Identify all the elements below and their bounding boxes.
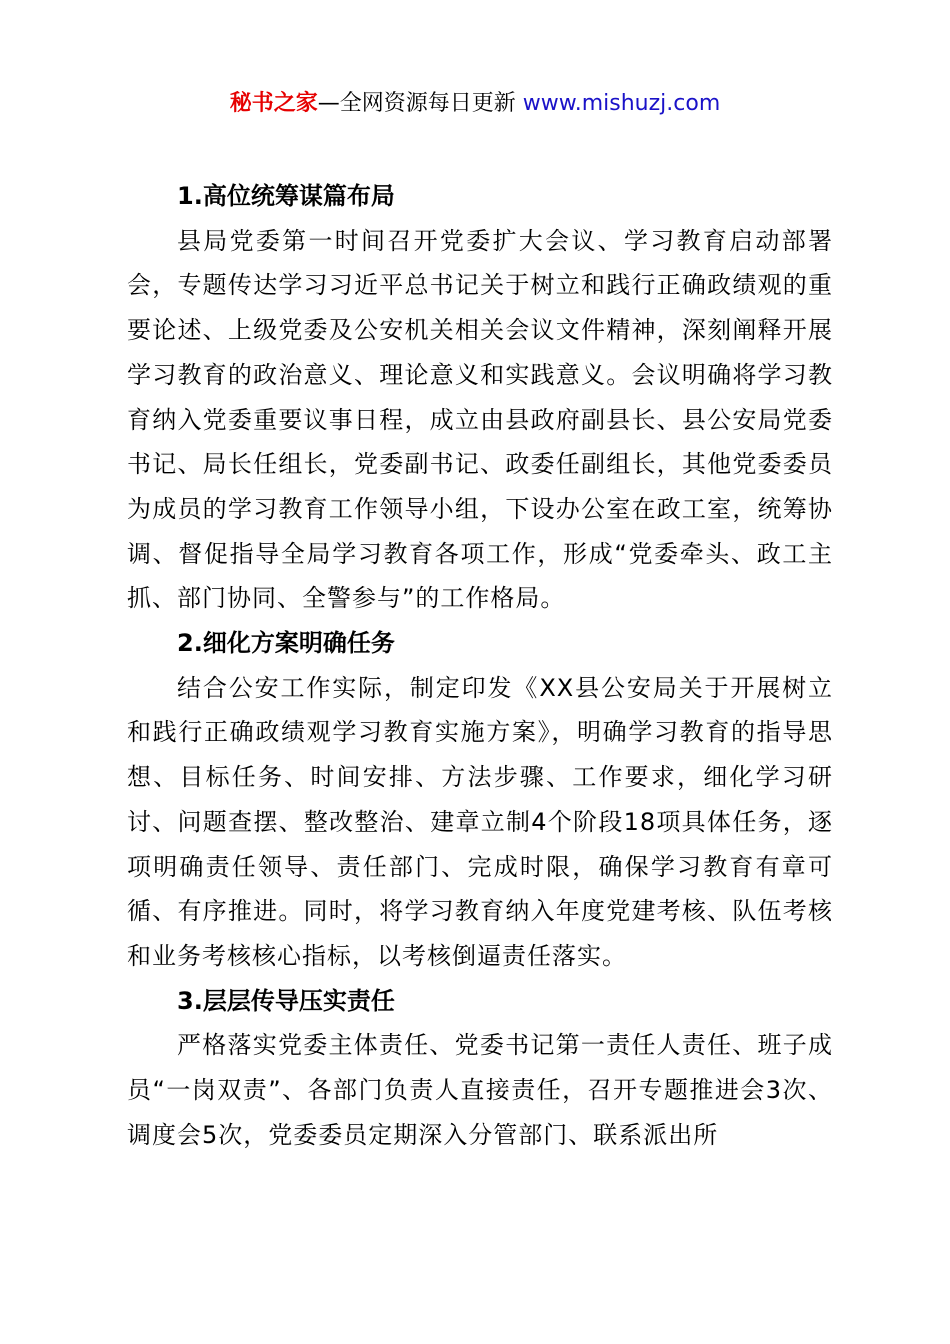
document-body: [127, 174, 833, 1157]
header-slogan: —全网资源每日更新: [317, 91, 516, 116]
section-paragraph-1: 县局党委第一时间召开党委扩大会议、学习教育启动部署会，专题传达学习习近平总书记关于树立和践行正确政绩观的重要论述、上级党委及公安机关相关会议文件精神，深刻阐释开展学习教育的政治意义、理论意义和实践意义。会议明确将学习教育纳入党委重要议事日程，成立由县政府副县长、县公安局党委书记、局长任组长，党委副书记、政委任副组长，其他党委委员为成员的学习教育工作领导小组，下设办公室在政工室，统筹协调、督促指导全局学习教育各项工作，形成“党委牵头、政工主抓、部门协同、全警参与”的工作格局。: [127, 226, 833, 613]
section-heading-2: 2.细化方案明确任务: [177, 629, 395, 658]
section-heading-3: 3.层层传导压实责任: [177, 986, 395, 1015]
site-url-link[interactable]: www.mishuzj.com: [522, 91, 721, 116]
section-paragraph-2: 结合公安工作实际，制定印发《XX县公安局关于开展树立和践行正确政绩观学习教育实施方案》，明确学习教育的指导思想、目标任务、时间安排、方法步骤、工作要求，细化学习研讨、问题查摆、整改整治、建章立制4个阶段18项具体任务，逐项明确责任领导、责任部门、完成时限，确保学习教育有章可循、有序推进。同时，将学习教育纳入年度党建考核、队伍考核和业务考核核心指标，以考核倒逼责任落实。: [127, 673, 833, 970]
brand-name: 秘书之家: [229, 91, 318, 116]
section-heading-1: 1.高位统筹谋篇布局: [177, 182, 395, 210]
section-paragraph-3: 严格落实党委主体责任、党委书记第一责任人责任、班子成员“一岗双责”、各部门负责人直接责任，召开专题推进会3次、调度会5次，党委委员定期深入分管部门、联系派出所: [127, 1031, 833, 1149]
site-header: [0, 88, 950, 120]
